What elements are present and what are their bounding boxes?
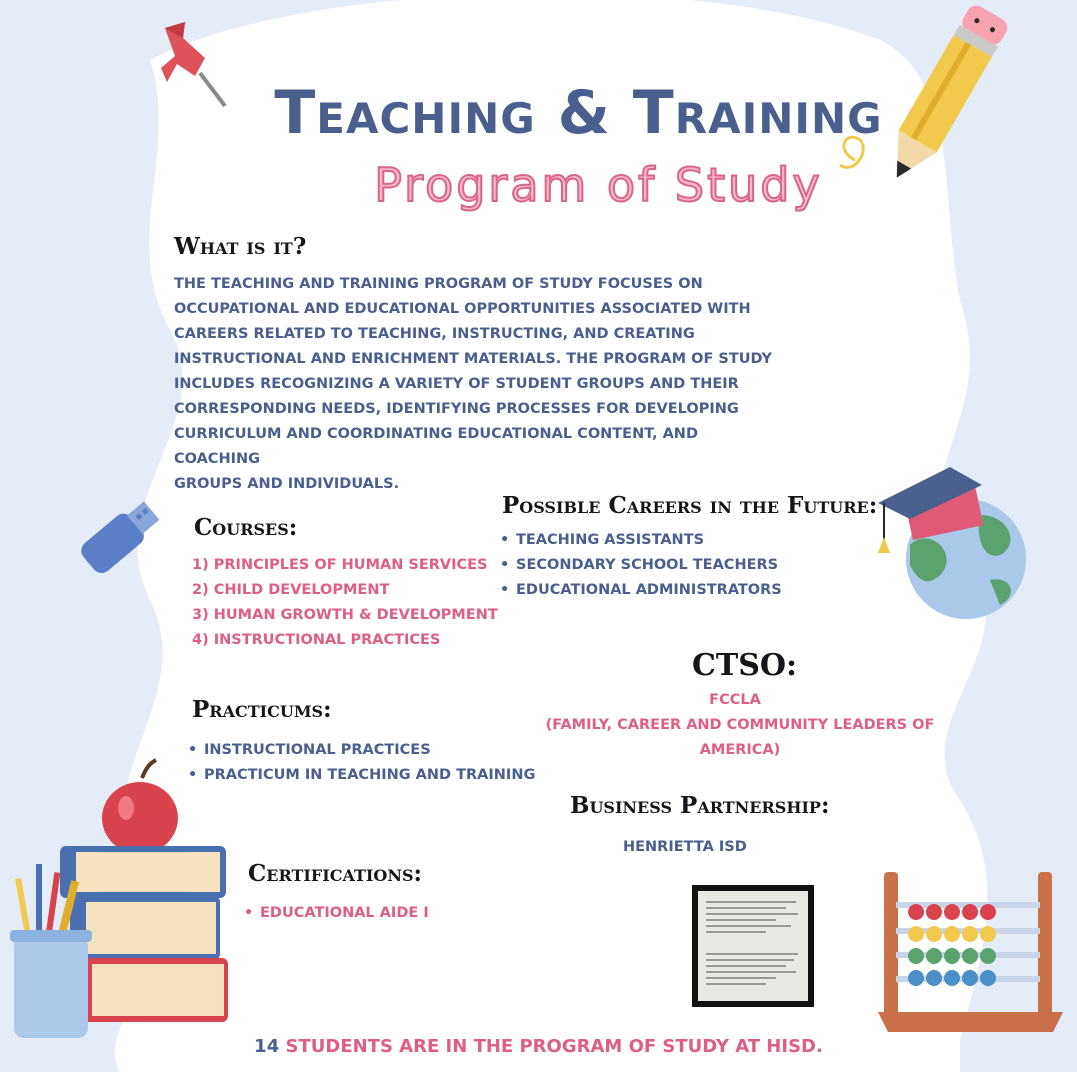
practicum-item: • INSTRUCTIONAL PRACTICES (188, 738, 535, 763)
page-title: Teaching & Training (274, 78, 883, 148)
abacus-icon (878, 872, 1063, 1034)
page-subtitle: Program of Study (374, 158, 823, 212)
description-line: INSTRUCTIONAL AND ENRICHMENT MATERIALS. THE PROGRAM OF STUDY (174, 351, 773, 367)
description-line: THE TEACHING AND TRAINING PROGRAM OF STUDY FOCUSES ON (174, 276, 703, 292)
practicums-heading: Practicums: (192, 696, 332, 723)
careers-heading: Possible Careers in the Future: (502, 492, 878, 519)
pencil-cup-icon (10, 858, 92, 1040)
career-item: • SECONDARY SCHOOL TEACHERS (500, 553, 782, 578)
certification-item: • EDUCATIONAL AIDE I (244, 901, 429, 926)
certifications-heading: Certifications: (248, 860, 423, 887)
what-is-it-heading: What is it? (174, 233, 307, 260)
courses-heading: Courses: (194, 514, 298, 541)
practicums-list (188, 738, 535, 788)
practicum-item: • PRACTICUM IN TEACHING AND TRAINING (188, 763, 535, 788)
description-line: GROUPS AND INDIVIDUALS. (174, 476, 400, 492)
footer-stat (0, 1036, 1077, 1057)
careers-list (500, 528, 782, 603)
course-item: 1) PRINCIPLES OF HUMAN SERVICES (192, 557, 488, 573)
footer-text: STUDENTS ARE IN THE PROGRAM OF STUDY AT HISD. (285, 1036, 823, 1057)
courses-list (192, 553, 498, 653)
business-heading: Business Partnership: (570, 792, 830, 819)
certifications-list (244, 901, 429, 926)
course-item: 4) INSTRUCTIONAL PRACTICES (192, 632, 441, 648)
description-line: CAREERS RELATED TO TEACHING, INSTRUCTING, AND CREATING (174, 326, 695, 342)
student-count: 14 (254, 1036, 280, 1057)
description-line: CORRESPONDING NEEDS, IDENTIFYING PROCESSES FOR DEVELOPING (174, 401, 739, 417)
description-line: INCLUDES RECOGNIZING A VARIETY OF STUDENT GROUPS AND THEIR (174, 376, 739, 392)
description-line: CURRICULUM AND COORDINATING EDUCATIONAL CONTENT, AND COACHING (174, 426, 698, 467)
what-is-it-description (174, 272, 774, 497)
career-item: • TEACHING ASSISTANTS (500, 528, 782, 553)
ctso-heading: CTSO: (692, 648, 798, 683)
graduation-globe-icon (870, 455, 1035, 625)
business-name: HENRIETTA ISD (623, 839, 747, 855)
description-line: OCCUPATIONAL AND EDUCATIONAL OPPORTUNITIES ASSOCIATED WITH (174, 301, 751, 317)
career-item: • EDUCATIONAL ADMINISTRATORS (500, 578, 782, 603)
ctso-name: FCCLA (709, 692, 761, 708)
course-item: 3) HUMAN GROWTH & DEVELOPMENT (192, 607, 498, 623)
partnership-letter-image (692, 885, 814, 1007)
usb-drive-icon (60, 485, 170, 595)
ctso-full-name: (FAMILY, CAREER AND COMMUNITY LEADERS OF AMERICA) (545, 717, 935, 758)
course-item: 2) CHILD DEVELOPMENT (192, 582, 390, 598)
